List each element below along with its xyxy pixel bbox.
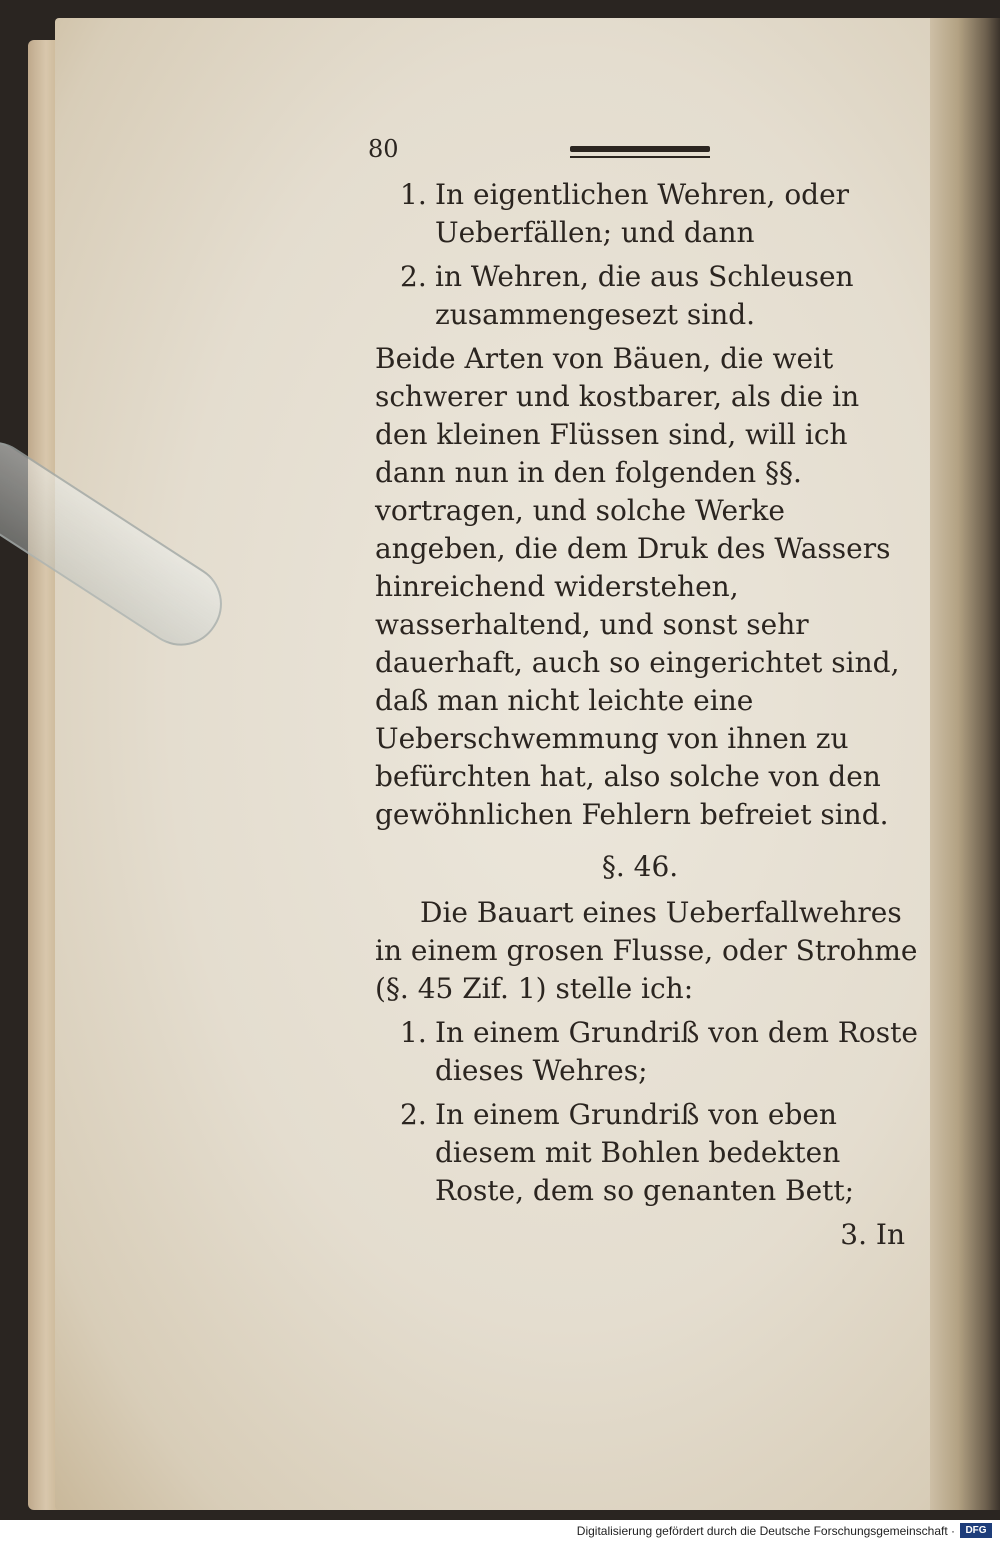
page-header bbox=[360, 120, 920, 170]
dfg-logo: DFG bbox=[960, 1523, 992, 1538]
book-gutter bbox=[930, 18, 1000, 1510]
item-number: 2. bbox=[400, 260, 427, 293]
item-number: 2. bbox=[400, 1098, 427, 1131]
item-number: 1. bbox=[400, 1016, 427, 1049]
item-text: in Wehren, die aus Schleusen zusammengesezt sind. bbox=[435, 260, 854, 331]
page-text bbox=[360, 120, 920, 1254]
item-number: 1. bbox=[400, 178, 427, 211]
list-item bbox=[360, 258, 920, 334]
item-text: In einem Grundriß von dem Roste dieses Wehres; bbox=[435, 1016, 918, 1087]
list-item bbox=[360, 1096, 920, 1210]
list-item bbox=[360, 176, 920, 252]
footer-credit: Digitalisierung gefördert durch die Deutsche Forschungsgemeinschaft · bbox=[576, 1524, 955, 1538]
catchword: 3. In bbox=[840, 1218, 905, 1251]
footer-bar bbox=[0, 1520, 1000, 1542]
item-text: In einem Grundriß von eben diesem mit Bohlen bedekten Roste, dem so genanten Bett; bbox=[435, 1098, 855, 1207]
section-heading: §. 46. bbox=[601, 850, 679, 883]
item-text: In eigentlichen Wehren, oder Ueberfällen; und dann bbox=[435, 178, 850, 249]
section-paragraph: Die Bauart eines Ueberfallwehres in einem grosen Flusse, oder Strohme (§. 45 Zif. 1) stelle ich: bbox=[375, 896, 918, 1005]
body-paragraph: Beide Arten von Bäuen, die weit schwerer und kostbarer, als die in den kleinen Flüssen sind, will ich dann nun in den folgenden §§. vortragen, und solche Werke angeben, die dem Druk des Wassers hinreichend widerstehen, wasserhaltend, und sonst sehr dauerhaft, auch so eingerichtet sind, daß man nicht leichte eine Ueberschwemmung von ihnen zu befürchten hat, also solche von den gewöhnlichen Fehlern befreiet sind. bbox=[375, 342, 900, 831]
header-rule bbox=[570, 146, 710, 152]
page-number: 80 bbox=[368, 135, 399, 163]
list-item bbox=[360, 1014, 920, 1090]
